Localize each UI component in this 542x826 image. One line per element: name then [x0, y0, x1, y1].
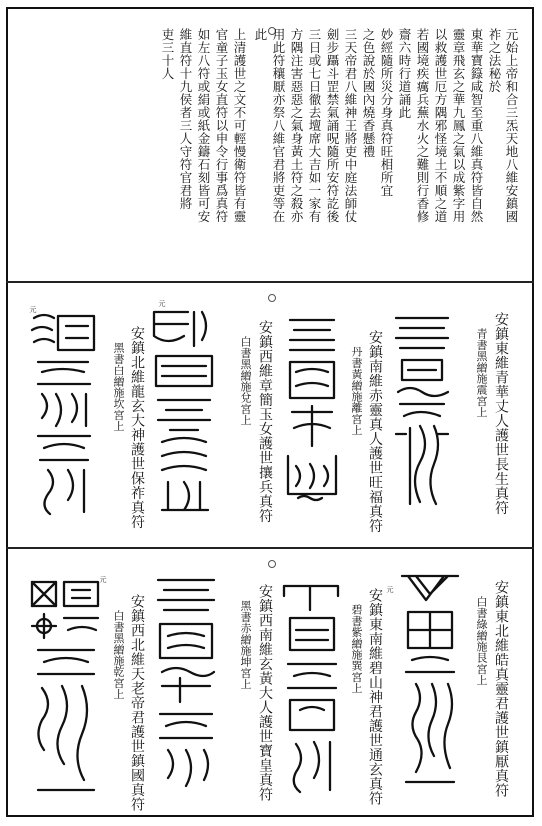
talisman-south-icon [282, 316, 342, 506]
page-mark: 元 [158, 300, 166, 307]
text-column: 以救護世厄方隅邪怪境土不順之道 [433, 28, 448, 223]
talisman-northeast-icon [398, 572, 462, 790]
talisman-title: 安鎮西南維玄黃大人護世寶皇真符 [257, 584, 273, 802]
binding-hole [268, 560, 276, 568]
talisman-note: 丹書黃繒施離宮上 [350, 346, 363, 436]
text-column: 三天帝君八維神王將吏中庭法師仗 [343, 28, 358, 223]
talisman-east-icon [390, 314, 454, 514]
talisman-note: 黑書赤繒施坤宮上 [239, 600, 252, 690]
text-column: 三日或七日徹去壇席大吉如一家有 [307, 28, 322, 223]
talisman-title: 安鎮東維青華丈人護世長生真符 [493, 312, 509, 515]
text-column: 妙經隨所災分身真符旺相所宜 [379, 28, 394, 197]
text-column: 祚之法秘於 [487, 28, 502, 93]
talisman-west-icon [148, 306, 220, 516]
text-column: 方隅注害惡惡之氣身黃土符之殺亦 [289, 28, 304, 223]
talisman-title: 安鎮北維龍玄大神護世保祚真符 [129, 326, 145, 529]
text-column: 官童子玉女直符以申令行事爲真符 [214, 28, 229, 223]
binding-hole [268, 294, 276, 302]
text-column: 元始上帝和合三炁天地八維安鎮國 [504, 28, 519, 223]
talisman-note: 白書綠繒施艮宮上 [475, 596, 488, 686]
talisman-title: 安鎮南維赤靈真人護世旺福真符 [367, 330, 383, 533]
talisman-southwest-icon [150, 574, 222, 794]
text-column: 東華寶籙咸智至重八維真符皆自然 [469, 28, 484, 223]
talisman-note: 碧書紫繒施巽宮上 [350, 604, 363, 694]
text-column: 用此符穰厭亦祭八維官君將吏等在 [271, 28, 286, 223]
page-mark: 元 [386, 586, 394, 593]
section-divider [6, 547, 534, 549]
text-column: 吏三十人 [160, 28, 175, 80]
talisman-title: 安鎮東南維碧山神君護世通玄真符 [367, 588, 383, 806]
page-mark: 元 [29, 306, 37, 313]
text-column: 靈章飛玄之華九鳳之氣以成紫字用 [451, 28, 466, 223]
text-column: 維直符十九侯者三人守符官君將 [178, 28, 193, 210]
talisman-title: 安鎮西維章簡玉女護世攘兵真符 [257, 320, 273, 523]
text-column: 劍步躡斗罡禁氣誦呪隨所安符訖後 [325, 28, 340, 223]
page-mark: 元 [99, 576, 107, 583]
text-column: 上清護世之文不可輕慢衛符皆有靈 [232, 28, 247, 223]
text-column: 若國境疾癘兵蕪水火之難則行香修 [415, 28, 430, 223]
talisman-note: 白書黑繒施乾宮上 [112, 610, 125, 700]
talisman-note: 青書黑繒施震宮上 [475, 328, 488, 418]
talisman-north-icon [28, 310, 100, 516]
text-column: 此 [253, 28, 268, 41]
text-column: 如左八符或絹或紙金鑄石刻皆可安 [196, 28, 211, 223]
talisman-note: 黑書白繒施坎宮上 [112, 342, 125, 432]
text-column: 之色說於國內燒香懸禮 [361, 28, 376, 158]
talisman-note: 白書黑繒施兌宮上 [239, 336, 252, 426]
section-divider [6, 281, 534, 283]
talisman-title: 安鎮東北維皓真靈君護世鎮厭真符 [493, 580, 509, 798]
text-column: 齋六時行道誦此 [397, 28, 412, 119]
talisman-southeast-icon [280, 580, 342, 798]
talisman-northwest-icon [28, 576, 104, 804]
talisman-title: 安鎮西北維天老帝君護世鎮國真符 [129, 594, 145, 812]
